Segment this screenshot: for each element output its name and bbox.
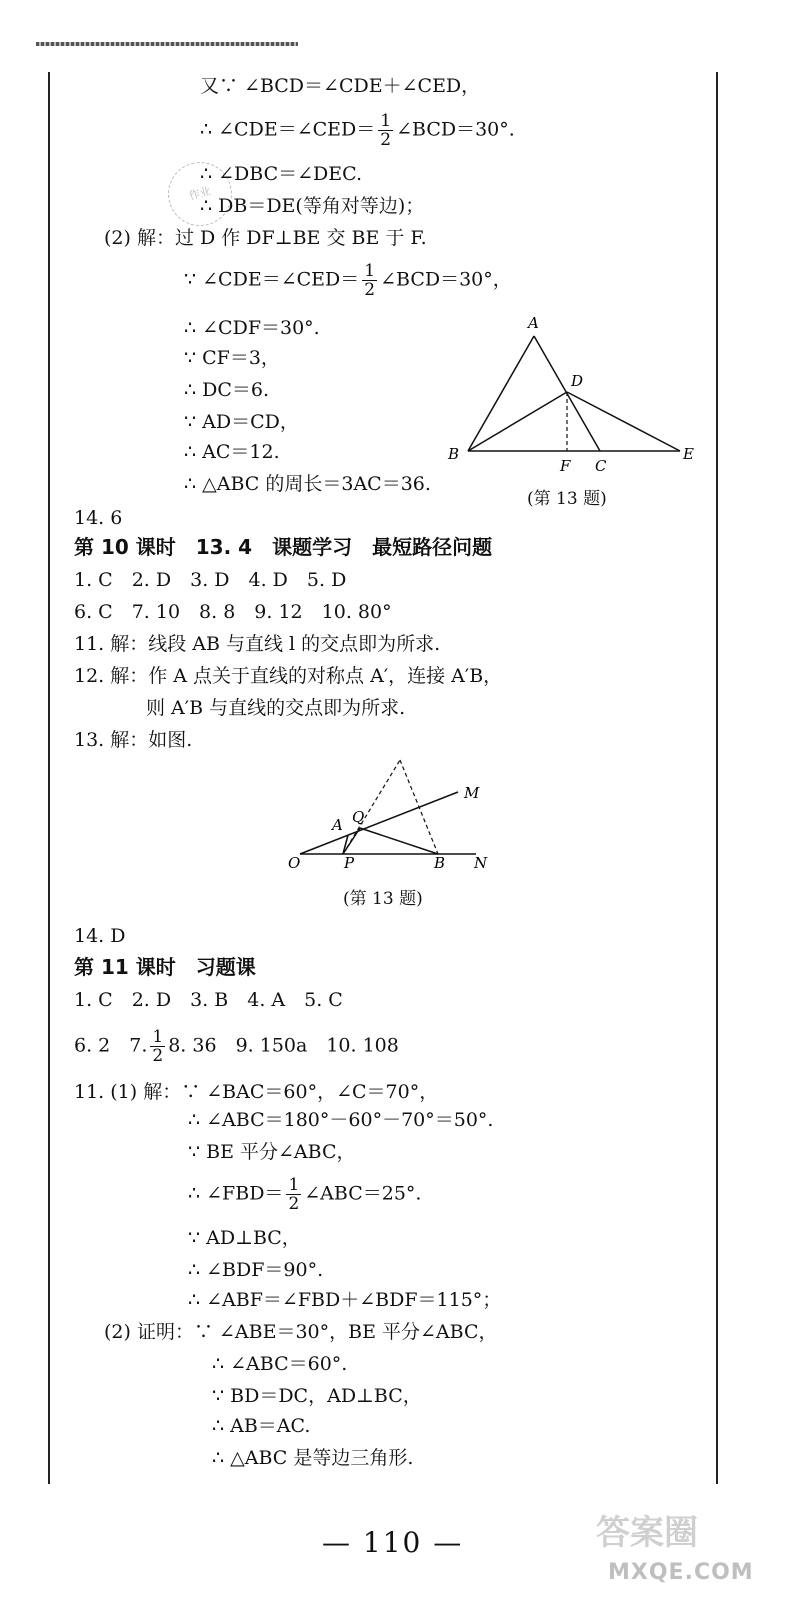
answer-line: ∵ ∠CDE＝∠CED＝ $\frac{1}{2}$ ∠BCD＝30°， [184, 261, 512, 300]
watermark-url: MXQE.COM [608, 1560, 754, 1585]
label-N: N [474, 854, 488, 872]
figure-shortest-path [280, 752, 500, 877]
answer-line: 6. C 7. 10 8. 8 9. 12 10. 80° [74, 601, 392, 623]
answer-line: 11. 解：线段 AB 与直线 l 的交点即为所求. [74, 633, 441, 655]
answer-line: ∵ BD＝DC，AD⊥BC， [212, 1385, 422, 1407]
label-F: F [560, 457, 571, 475]
label-E: E [683, 445, 694, 463]
figure-triangle-abc [440, 310, 705, 505]
answer-line: ∴ ∠ABF＝∠FBD＋∠BDF＝115°； [188, 1289, 502, 1311]
label-A: A [332, 816, 343, 834]
answer-line: 1. C 2. D 3. B 4. A 5. C [74, 989, 343, 1011]
answer-line: 6. 2 7. $\frac{1}{2}$ 8. 36 9. 150a 10. 108 [74, 1027, 399, 1066]
answer-line: 12. 解：作 A 点关于直线的对称点 A′，连接 A′B， [74, 665, 503, 687]
answer-line: 1. C 2. D 3. D 4. D 5. D [74, 569, 347, 591]
left-margin-line [48, 72, 50, 1484]
answer-line: ∴ ∠DBC＝∠DEC. [200, 163, 363, 185]
fraction-half: $\frac{1}{2}$ [152, 1027, 164, 1066]
answer-line: 则 A′B 与直线的交点即为所求. [146, 697, 406, 719]
label-B: B [448, 445, 460, 463]
label-O: O [288, 854, 301, 872]
answer-line: ∴ DB＝DE(等角对等边)； [200, 195, 425, 217]
section-heading: 第 11 课时 习题课 [74, 955, 256, 979]
page-number: — 110 — [322, 1526, 464, 1559]
answer-line: 14. D [74, 925, 126, 947]
answer-line: ∵ BE 平分∠ABC， [188, 1141, 356, 1163]
figure-caption: (第 13 题) [343, 889, 423, 909]
section-heading: 第 10 课时 13. 4 课题学习 最短路径问题 [74, 535, 493, 559]
watermark-logo: 答案圈 [596, 1513, 698, 1553]
answer-line: ∴ ∠ABC＝60°. [212, 1353, 348, 1375]
answer-line: 13. 解：如图. [74, 729, 193, 751]
answer-line: ∵ AD⊥BC， [188, 1227, 301, 1249]
answer-line: ∴ ∠CDF＝30°. [184, 317, 320, 339]
label-A: A [528, 314, 539, 332]
stamp-watermark: 作业 [161, 155, 239, 233]
answer-line: ∴ ∠CDE＝∠CED＝ $\frac{1}{2}$ ∠BCD＝30°. [200, 111, 515, 150]
label-P: P [344, 854, 355, 872]
answer-line: 11. (1) 解：∵ ∠BAC＝60°，∠C＝70°， [74, 1081, 439, 1103]
right-margin-line [716, 72, 718, 1484]
answer-line: 14. 6 [74, 507, 123, 529]
fraction-half: $\frac{1}{2}$ [364, 261, 376, 300]
fraction-half: $\frac{1}{2}$ [288, 1175, 300, 1214]
answer-line: ∴ ∠ABC＝180°－60°－70°＝50°. [188, 1109, 494, 1131]
answer-line: ∴ DC＝6. [184, 379, 270, 401]
answer-line: ∴ △ABC 的周长＝3AC＝36. [184, 473, 431, 495]
answer-line: (2) 解：过 D 作 DF⊥BE 交 BE 于 F. [104, 227, 427, 249]
label-B: B [434, 854, 446, 872]
answer-line: ∵ CF＝3， [184, 347, 280, 369]
fraction-half: $\frac{1}{2}$ [380, 111, 392, 150]
answer-line: (2) 证明：∵ ∠ABE＝30°，BE 平分∠ABC， [104, 1321, 498, 1343]
answer-line: ∴ ∠FBD＝ $\frac{1}{2}$ ∠ABC＝25°. [188, 1175, 422, 1214]
header-rule [36, 42, 298, 46]
answer-line: ∴ ∠BDF＝90°. [188, 1259, 324, 1281]
answer-line: ∴ △ABC 是等边三角形. [212, 1447, 414, 1469]
answer-line: ∴ AB＝AC. [212, 1415, 311, 1437]
label-Q: Q [352, 808, 365, 826]
figure-caption: (第 13 题) [527, 489, 607, 509]
label-D: D [571, 372, 584, 390]
answer-line: 又∵ ∠BCD＝∠CDE＋∠CED， [200, 75, 481, 97]
answer-line: ∴ AC＝12. [184, 441, 280, 463]
label-C: C [595, 457, 607, 475]
label-M: M [464, 784, 480, 802]
answer-line: ∵ AD＝CD， [184, 411, 299, 433]
